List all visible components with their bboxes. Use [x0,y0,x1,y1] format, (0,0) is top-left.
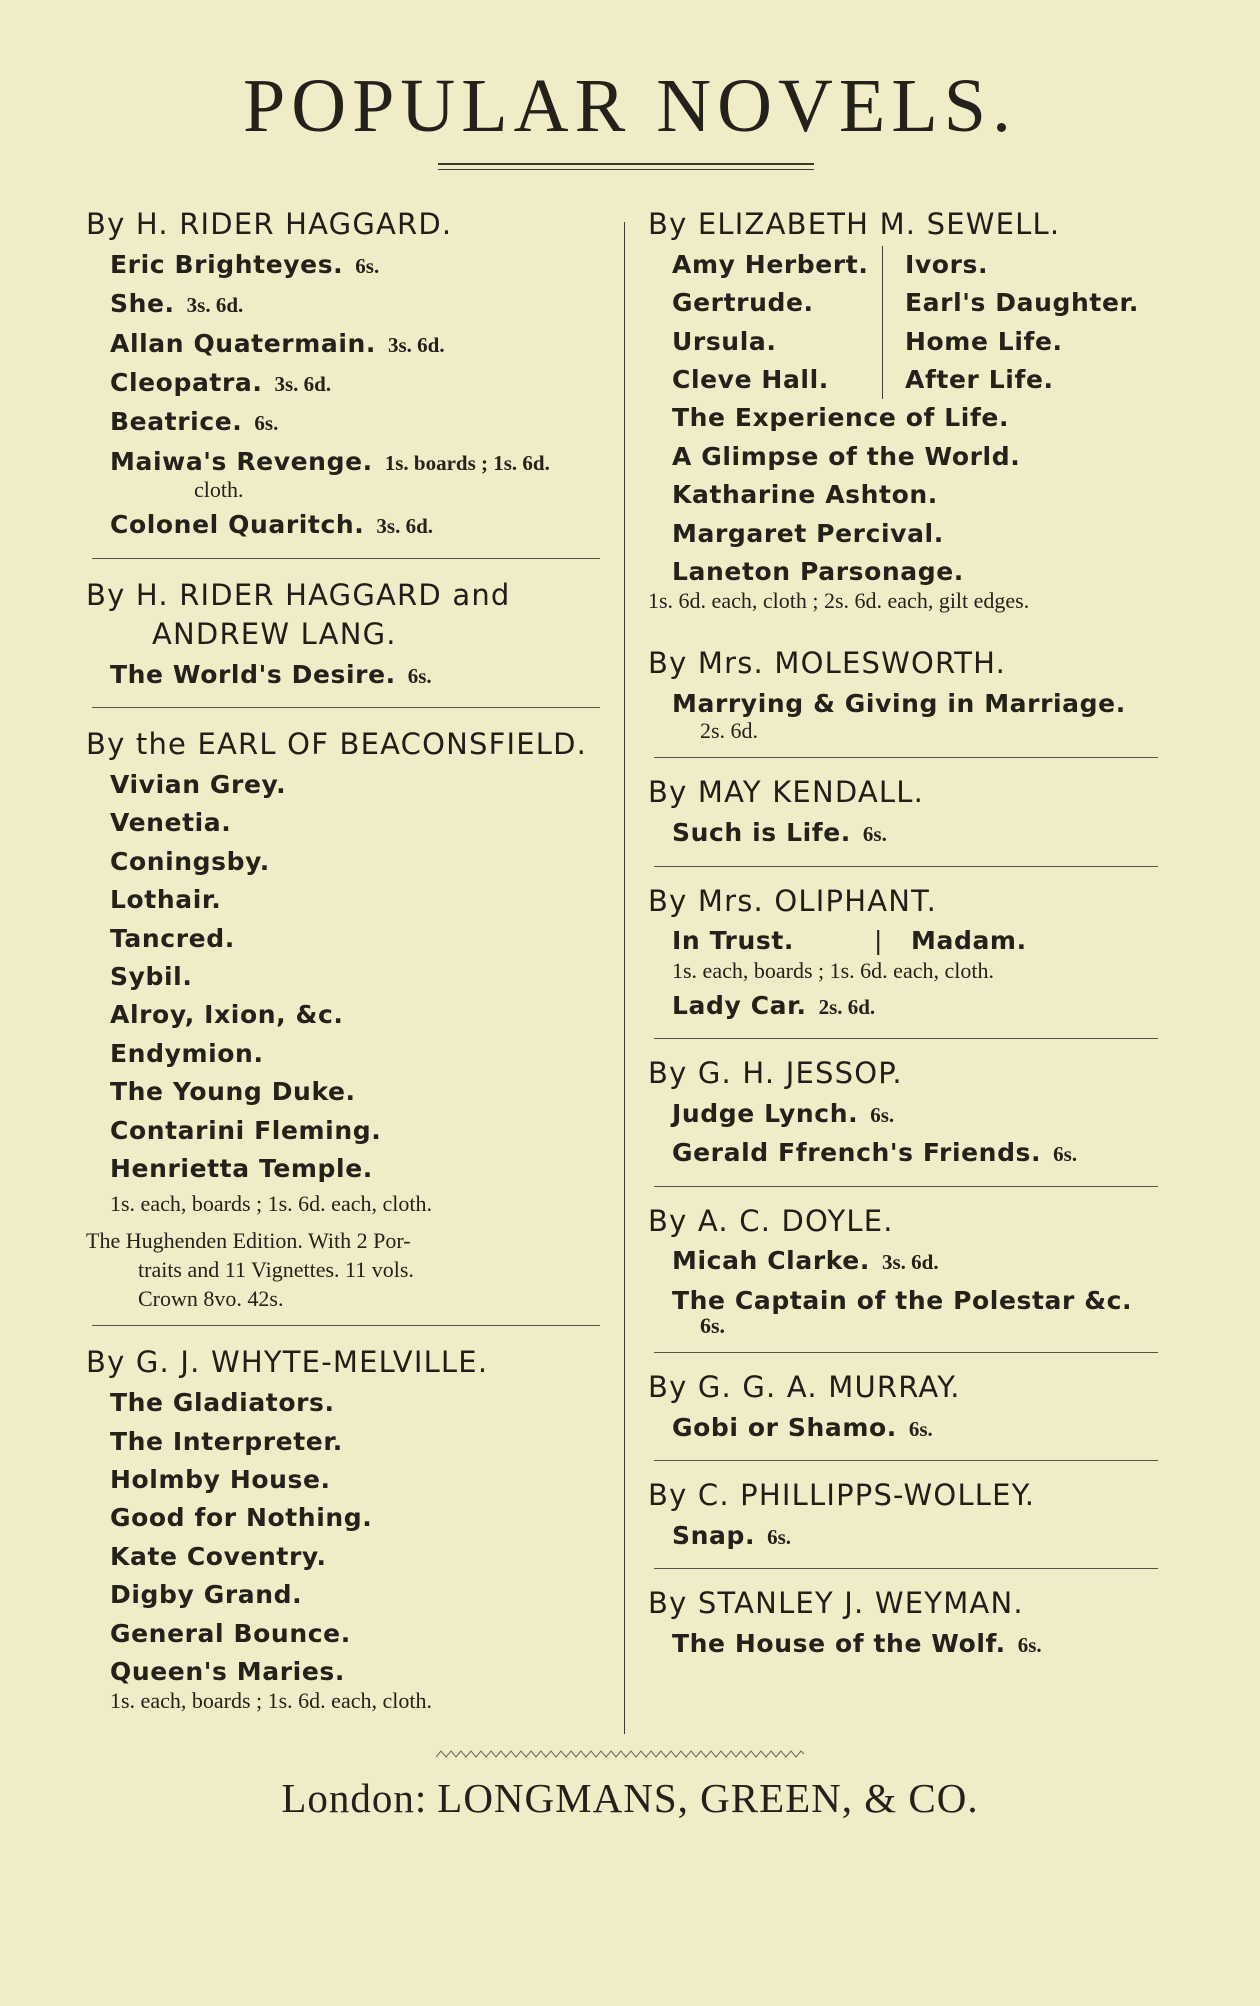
book-title: The Captain of the Polestar &c. [672,1285,1133,1315]
book-name: Such is Life. [672,818,851,848]
book-title: Vivian Grey. [110,770,287,799]
book-name: Gobi or Shamo. [672,1412,897,1442]
book-name: The House of the Wolf. [672,1628,1006,1658]
edition-note: traits and 11 Vignettes. 11 vols. [138,1257,414,1283]
book-title: Amy Herbert. [672,249,869,279]
section-phillipps-wolley [648,1477,1168,1556]
book-price: 3s. 6d. [274,371,332,396]
author-heading: By Mrs. OLIPHANT. [648,883,938,918]
page-title: POPULAR NOVELS. [242,64,1018,148]
book-title: Kate Coventry. [110,1541,327,1571]
section-kendall [648,774,1168,853]
book-title: Ivors. [905,249,989,279]
book-title [648,1134,1168,1173]
book-title: Home Life. [905,326,1063,356]
paired-titles-right [883,246,1139,400]
edition-note: Crown 8vo. 42s. [138,1286,284,1312]
pair-separator: | [873,926,883,956]
section-rule [92,558,600,559]
section-rule [654,1186,1158,1187]
section-murray [648,1369,1168,1448]
right-column [648,206,1168,1664]
book-title [86,364,606,403]
book-price: 6s. [254,411,279,436]
book-title [86,403,606,442]
section-rule [92,1325,600,1326]
book-title: General Bounce. [110,1618,351,1648]
book-title [86,506,606,545]
book-title: Henrietta Temple. [110,1154,373,1184]
book-price: 2s. 6d. [700,718,759,744]
book-title: After Life. [905,364,1054,394]
book-title: Sybil. [110,962,193,992]
book-price: 6s. [862,822,887,847]
book-title: The Experience of Life. [672,403,1010,433]
book-name: Allan Quatermain. [110,328,376,358]
book-name: Maiwa's Revenge. [110,446,373,476]
price-note: 1s. each, boards ; 1s. 6d. each, cloth. [110,1688,432,1714]
section-weyman [648,1585,1168,1664]
paired-titles [648,922,1168,960]
book-title [648,1409,1168,1448]
section-rule [654,1568,1158,1569]
book-title: Lothair. [110,885,222,915]
section-rule [92,707,600,708]
footer-label: London: [281,1775,428,1821]
book-name: Colonel Quaritch. [110,510,365,540]
author-heading: By H. RIDER HAGGARD and [86,577,511,612]
author-heading: By G. J. WHYTE-MELVILLE. [86,1345,489,1380]
section-rule [654,1460,1158,1461]
book-price: 6s. [1017,1632,1042,1657]
section-haggard-lang [86,577,606,696]
book-price: 6s. [407,663,432,688]
book-title [86,285,606,324]
book-title: Katharine Ashton. [672,480,938,510]
title-rule [438,163,814,165]
book-title: Endymion. [110,1038,264,1068]
book-title: Queen's Maries. [110,1657,345,1686]
section-haggard [86,206,606,546]
book-title: Coningsby. [110,846,270,876]
book-name: Eric Brighteyes. [110,249,344,279]
spacer [648,617,1168,645]
author-heading: By A. C. DOYLE. [648,1203,894,1238]
book-title [648,814,1168,853]
section-beaconsfield [86,726,606,1313]
book-price: 6s. [700,1313,726,1339]
book-title: Cleve Hall. [672,364,829,394]
book-price: 3s. 6d. [388,332,445,357]
book-price: 3s. 6d. [186,293,244,318]
book-price: 2s. 6d. [818,994,876,1019]
book-name: Snap. [672,1520,756,1550]
book-price: 3s. 6d. [881,1250,939,1275]
book-title: A Glimpse of the World. [672,441,1021,471]
book-price: 6s. [355,253,380,278]
section-doyle [648,1203,1168,1341]
author-heading: By G. G. A. MURRAY. [648,1370,961,1405]
book-title: The Gladiators. [110,1388,335,1418]
price-note: 1s. each, boards ; 1s. 6d. each, cloth. [672,957,994,983]
book-name: Lady Car. [672,990,807,1020]
book-title [86,443,606,482]
book-price: 6s. [767,1524,792,1549]
section-molesworth [648,645,1168,745]
author-heading: By Mrs. MOLESWORTH. [648,646,1007,681]
author-heading: By H. RIDER HAGGARD. [86,207,453,241]
book-price: 6s. [870,1102,895,1127]
section-sewell [648,206,1168,615]
book-title [648,987,1168,1026]
author-heading: By C. PHILLIPPS-WOLLEY. [648,1478,1036,1513]
book-name: Judge Lynch. [672,1098,859,1128]
book-price: 3s. 6d. [376,514,433,539]
paired-titles-left [672,246,883,400]
book-title: Contarini Fleming. [110,1115,382,1145]
column-divider [624,222,625,1734]
book-title: Tancred. [110,923,235,953]
book-price: 6s. [1053,1142,1078,1167]
book-name: Beatrice. [110,407,243,437]
section-jessop [648,1055,1168,1174]
paired-titles [648,246,1168,400]
book-title: Gertrude. [672,288,814,318]
book-title [86,656,606,695]
book-title: Margaret Percival. [672,518,944,548]
book-title [86,246,606,285]
author-heading: By MAY KENDALL. [648,775,925,810]
section-whyte-melville [86,1344,606,1715]
author-heading: By the EARL OF BEACONSFIELD. [86,727,588,762]
book-title [648,1625,1168,1664]
book-title [648,1242,1168,1281]
book-name: Cleopatra. [110,367,263,397]
book-title: The Young Duke. [110,1077,356,1107]
book-title [86,325,606,364]
author-heading-cont: ANDREW LANG. [152,617,397,652]
book-title: Laneton Parsonage. [672,556,964,586]
book-price: 6s. [908,1416,933,1441]
ornamental-wavy-rule [436,1748,804,1760]
left-column [86,206,606,1717]
book-title: The Interpreter. [110,1426,343,1456]
book-title: Marrying & Giving in Marriage. [672,689,1126,719]
author-heading: By G. H. JESSOP. [648,1056,903,1091]
section-rule [654,757,1158,758]
publisher-footer [0,1774,1260,1822]
author-heading: By STANLEY J. WEYMAN. [648,1586,1024,1621]
book-name: She. [110,289,175,319]
book-title: Earl's Daughter. [905,288,1139,318]
book-name: Gerald Ffrench's Friends. [672,1138,1042,1168]
title-rule-thin [438,169,814,170]
book-title [648,1517,1168,1556]
book-title: Digby Grand. [110,1580,303,1610]
book-title: Holmby House. [110,1464,331,1494]
book-title: In Trust. [672,926,794,956]
book-title: Good for Nothing. [110,1503,373,1533]
book-name: The World's Desire. [110,659,396,689]
author-heading: By ELIZABETH M. SEWELL. [648,207,1061,241]
publisher-name: LONGMANS, GREEN, & CO. [437,1775,979,1821]
section-rule [654,1038,1158,1039]
price-note: 1s. each, boards ; 1s. 6d. each, cloth. [110,1191,432,1217]
book-price: 1s. boards ; 1s. 6d. [384,450,550,475]
book-name: Micah Clarke. [672,1246,870,1276]
book-title [648,1095,1168,1134]
section-rule [654,1352,1158,1353]
edition-note: The Hughenden Edition. With 2 Por- [86,1228,411,1254]
price-note: cloth. [194,477,244,503]
book-title: Venetia. [110,808,232,838]
section-rule [654,866,1158,867]
book-title: Madam. [911,926,1027,956]
book-title: Ursula. [672,326,777,356]
price-note: 1s. 6d. each, cloth ; 2s. 6d. each, gilt edges. [648,588,1030,614]
section-oliphant [648,883,1168,1027]
book-title: Alroy, Ixion, &c. [110,1000,344,1030]
